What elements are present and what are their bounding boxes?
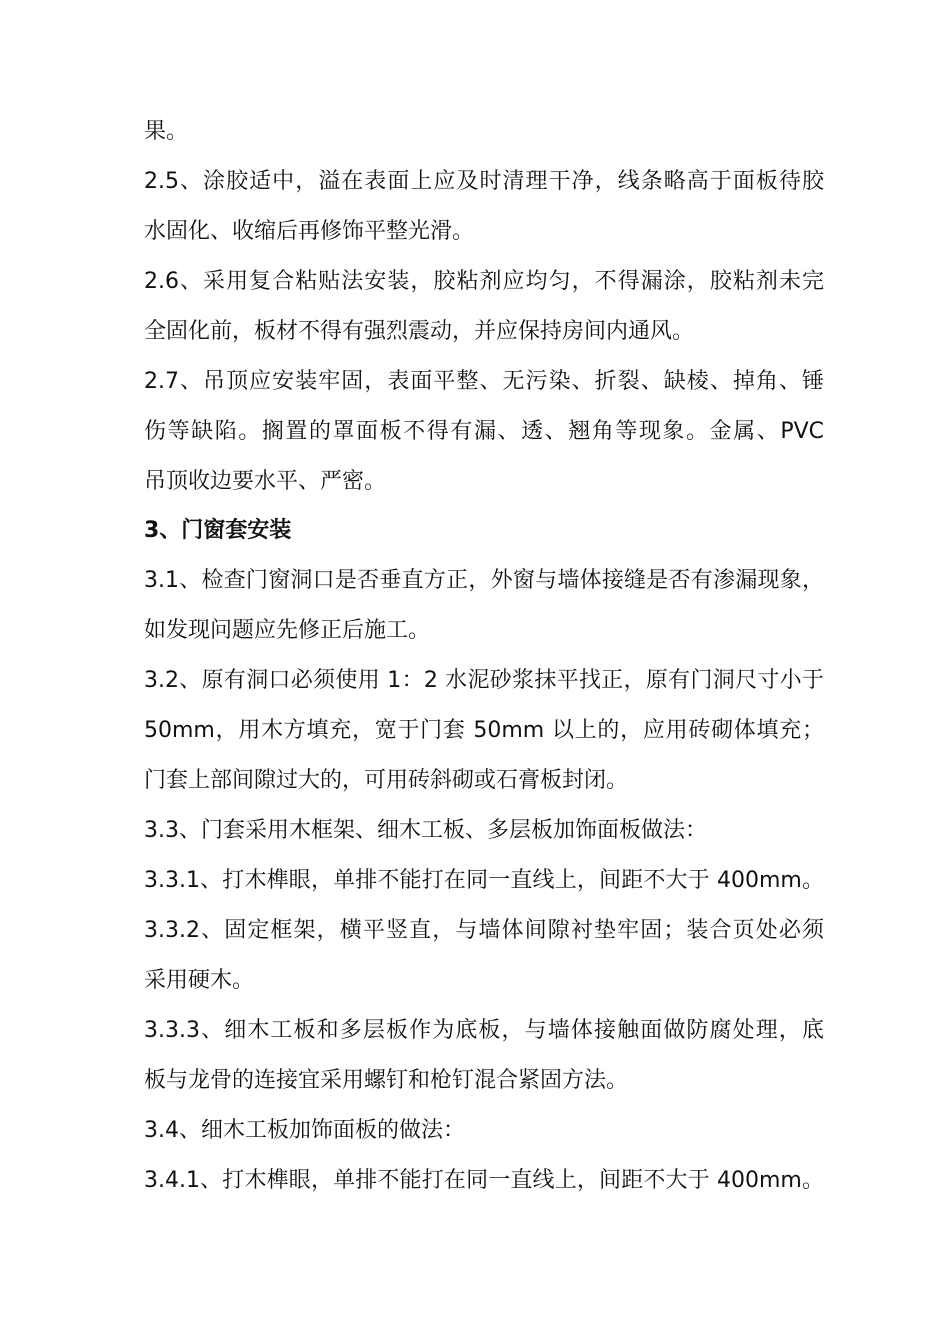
text-line-22: 3.4.1、打木榫眼，单排不能打在同一直线上，间距不大于 400mm。 [144, 1168, 824, 1193]
text-line-5: 全固化前，板材不得有强烈震动，并应保持房间内通风。 [144, 319, 695, 344]
text-line-6: 2.7、吊顶应安装牢固，表面平整、无污染、折裂、缺棱、掉角、锤 [144, 369, 824, 394]
text-line-4: 2.6、采用复合粘贴法安装，胶粘剂应均匀，不得漏涂，胶粘剂未完 [144, 269, 824, 294]
text-line-10: 3.1、检查门窗洞口是否垂直方正，外窗与墙体接缝是否有渗漏现象， [144, 568, 824, 593]
text-line-3: 水固化、收缩后再修饰平整光滑。 [144, 219, 475, 244]
section-heading: 3、门窗套安装 [144, 518, 292, 543]
text-line-21: 3.4、细木工板加饰面板的做法： [144, 1118, 465, 1143]
text-line-1: 果。 [144, 119, 189, 144]
text-line-11: 如发现问题应先修正后施工。 [144, 618, 431, 643]
text-line-13: 50mm，用木方填充，宽于门套 50mm 以上的，应用砖砌体填充； [144, 718, 824, 743]
text-line-14: 门套上部间隙过大的，可用砖斜砌或石膏板封闭。 [144, 768, 629, 793]
text-line-7: 伤等缺陷。搁置的罩面板不得有漏、透、翘角等现象。金属、PVC [144, 419, 824, 444]
text-line-16: 3.3.1、打木榫眼，单排不能打在同一直线上，间距不大于 400mm。 [144, 868, 824, 893]
text-line-20: 板与龙骨的连接宜采用螺钉和枪钉混合紧固方法。 [144, 1068, 629, 1093]
text-line-15: 3.3、门套采用木框架、细木工板、多层板加饰面板做法： [144, 818, 707, 843]
text-line-8: 吊顶收边要水平、严密。 [144, 469, 387, 494]
text-line-17: 3.3.2、固定框架，横平竖直，与墙体间隙衬垫牢固；装合页处必须 [144, 918, 824, 943]
text-line-2: 2.5、涂胶适中，溢在表面上应及时清理干净，线条略高于面板待胶 [144, 169, 824, 194]
text-line-18: 采用硬木。 [144, 968, 255, 993]
text-line-19: 3.3.3、细木工板和多层板作为底板，与墙体接触面做防腐处理，底 [144, 1018, 824, 1043]
text-line-12: 3.2、原有洞口必须使用 1：2 水泥砂浆抹平找正，原有门洞尺寸小于 [144, 668, 824, 693]
